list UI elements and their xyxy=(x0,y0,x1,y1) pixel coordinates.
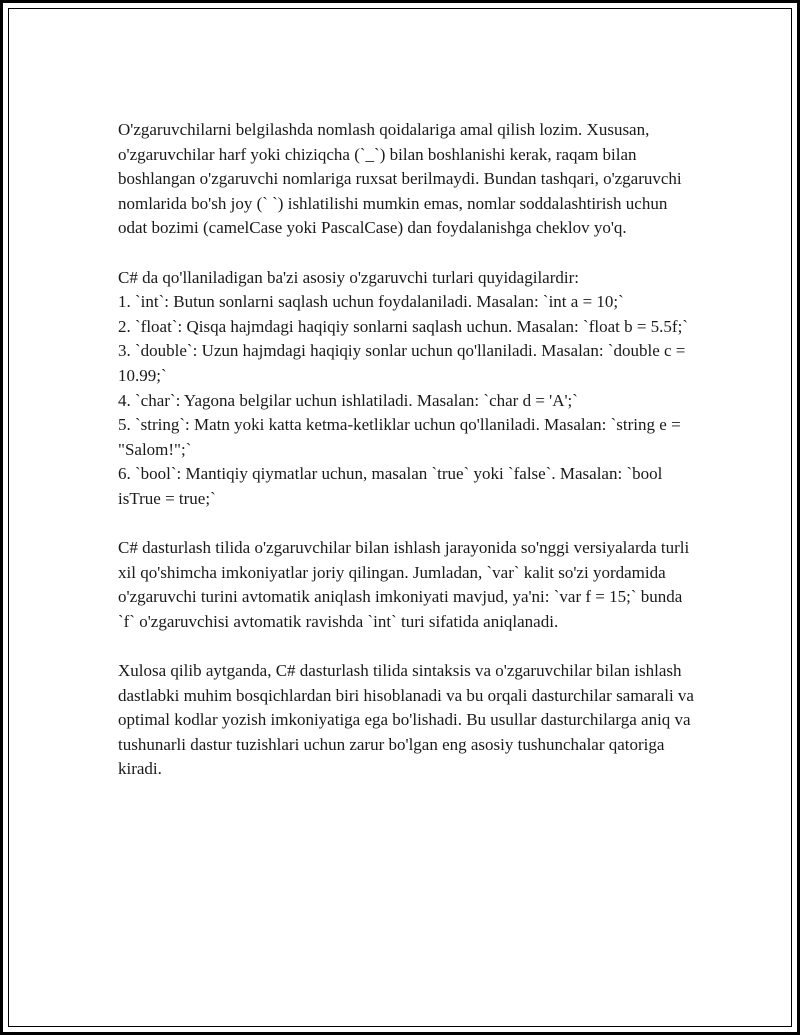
var-keyword-paragraph: C# dasturlash tilida o'zgaruvchilar bilan ishlash jarayonida so'nggi versiyalarda turli xil qo'shimcha imkoniyatlar joriy qilingan. Jumladan, `var` kalit so'zi yordamida o'zgaruvchi turini avtomatik aniqlash imkoniyati mavjud, ya'ni: `var f = 15;` bunda `f` o'zgaruvchisi avtomatik ravishda `int` turi sifatida aniqlanadi. xyxy=(118,538,694,631)
list-item-int: 1. `int`: Butun sonlarni saqlash uchun foydalaniladi. Masalan: `int a = 10;` xyxy=(118,292,624,312)
list-item-float: 2. `float`: Qisqa hajmdagi haqiqiy sonlarni saqlash uchun. Masalan: `float b = 5.5f;` xyxy=(118,316,688,336)
variable-types-section xyxy=(118,266,698,512)
list-item-string: 5. `string`: Matn yoki katta ketma-ketliklar uchun qo'llaniladi. Masalan: `string e = "Salom!";` xyxy=(118,415,685,459)
list-item-bool: 6. `bool`: Mantiqiy qiymatlar uchun, masalan `true` yoki `false`. Masalan: `bool isTrue = true;` xyxy=(118,464,667,508)
document-body xyxy=(118,118,698,807)
conclusion-paragraph: Xulosa qilib aytganda, C# dasturlash tilida sintaksis va o'zgaruvchilar bilan ishlash dastlabki muhim bosqichlardan biri hisoblanadi va bu orqali dasturchilar samarali va optimal kodlar yozish imkoniyatiga ega bo'lishadi. Bu usullar dasturchilarga aniq va tushunarli dastur tuzishlari uchun zarur bo'lgan eng asosiy tushunchalar qatoriga kiradi. xyxy=(118,661,699,779)
list-item-char: 4. `char`: Yagona belgilar uchun ishlatiladi. Masalan: `char d = 'A';` xyxy=(118,390,578,410)
naming-rules-paragraph: O'zgaruvchilarni belgilashda nomlash qoidalariga amal qilish lozim. Xususan, o'zgaruvchilar harf yoki chiziqcha (`_`) bilan boshlanishi kerak, raqam bilan boshlangan o'zgaruvchi nomlariga ruxsat berilmaydi. Bundan tashqari, o'zgaruvchi nomlarida bo'sh joy (` `) ishlatilishi mumkin emas, nomlar soddalashtirish uchun odat bozimi (camelCase yoki PascalCase) dan foydalanishga cheklov yo'q. xyxy=(118,120,686,238)
list-item-double: 3. `double`: Uzun hajmdagi haqiqiy sonlar uchun qo'llaniladi. Masalan: `double c = 10.99;` xyxy=(118,341,690,385)
variable-types-intro: C# da qo'llaniladigan ba'zi asosiy o'zgaruvchi turlari quyidagilardir: xyxy=(118,267,579,287)
